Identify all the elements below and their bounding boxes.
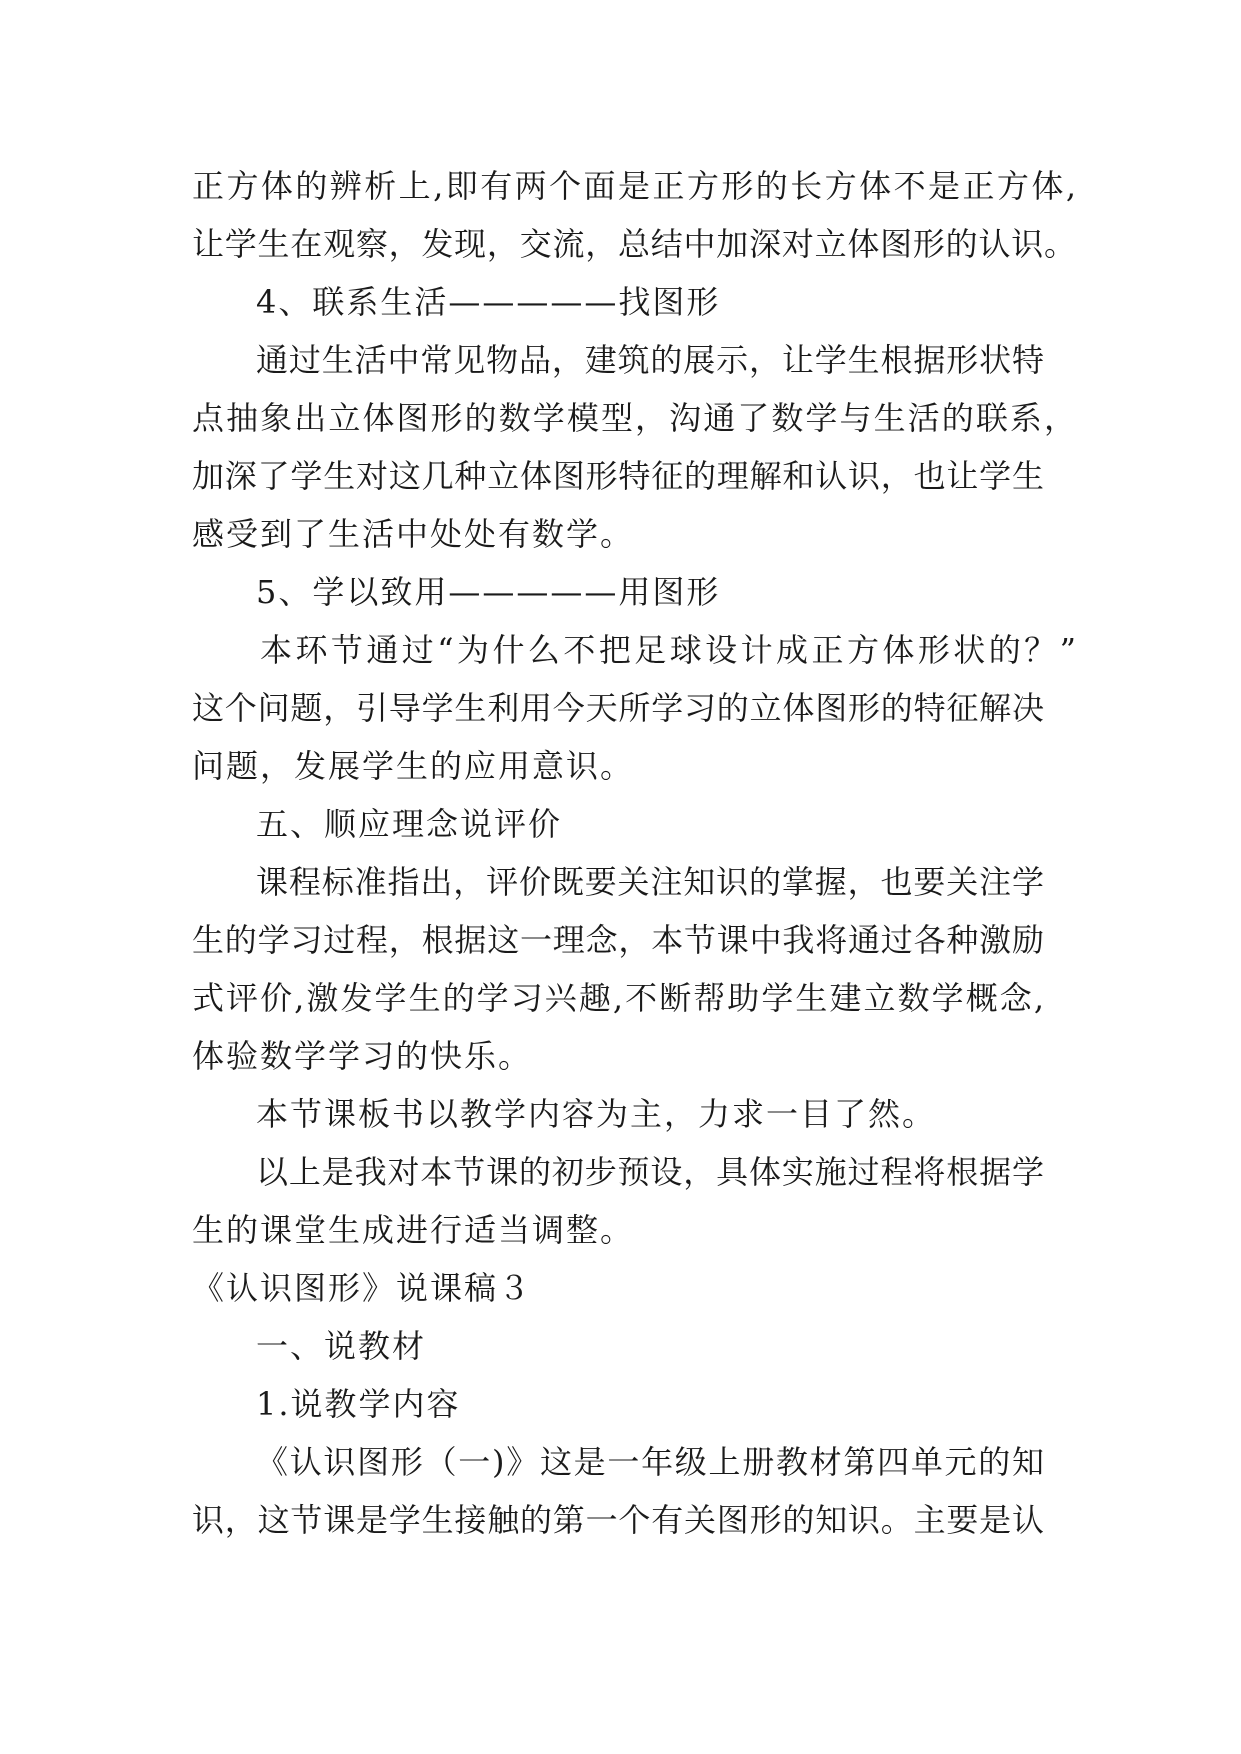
text-line: 式评价,激发学生的学习兴趣,不断帮助学生建立数学概念,: [192, 979, 1044, 1017]
section-heading: 1.说教学内容: [256, 1385, 461, 1423]
text-line: 生的课堂生成进行适当调整。: [192, 1211, 635, 1249]
section-heading: 五、顺应理念说评价: [256, 805, 563, 843]
text-line: 体验数学学习的快乐。: [192, 1037, 533, 1075]
text-line: 感受到了生活中处处有数学。: [192, 515, 635, 553]
text-line: 问题，发展学生的应用意识。: [192, 747, 635, 785]
text-line: 加深了学生对这几种立体图形特征的理解和认识，也让学生: [192, 457, 1044, 495]
document-title: 《认识图形》说课稿３: [192, 1269, 533, 1307]
text-line: 以上是我对本节课的初步预设，具体实施过程将根据学: [256, 1153, 1044, 1191]
text-line: 正方体的辨析上,即有两个面是正方形的长方体不是正方体,: [192, 167, 1076, 205]
text-line: 《认识图形（一)》这是一年级上册教材第四单元的知: [256, 1443, 1044, 1481]
text-line: 点抽象出立体图形的数学模型，沟通了数学与生活的联系，: [192, 399, 1076, 437]
section-heading: 5、学以致用—————用图形: [256, 573, 721, 611]
text-line: 让学生在观察，发现，交流，总结中加深对立体图形的认识。: [192, 225, 1076, 263]
text-line: 本节课板书以教学内容为主，力求一目了然。: [256, 1095, 937, 1133]
section-heading: 一、说教材: [256, 1327, 427, 1365]
text-line: 课程标准指出，评价既要关注知识的掌握，也要关注学: [256, 863, 1044, 901]
text-line: 识，这节课是学生接触的第一个有关图形的知识。主要是认: [192, 1501, 1044, 1539]
text-line: 生的学习过程，根据这一理念，本节课中我将通过各种激励: [192, 921, 1044, 959]
text-line: 通过生活中常见物品，建筑的展示，让学生根据形状特: [256, 341, 1044, 379]
text-line: 本环节通过“为什么不把足球设计成正方体形状的？”: [260, 631, 1076, 669]
text-line: 这个问题，引导学生利用今天所学习的立体图形的特征解决: [192, 689, 1044, 727]
section-heading: 4、联系生活—————找图形: [256, 283, 721, 321]
